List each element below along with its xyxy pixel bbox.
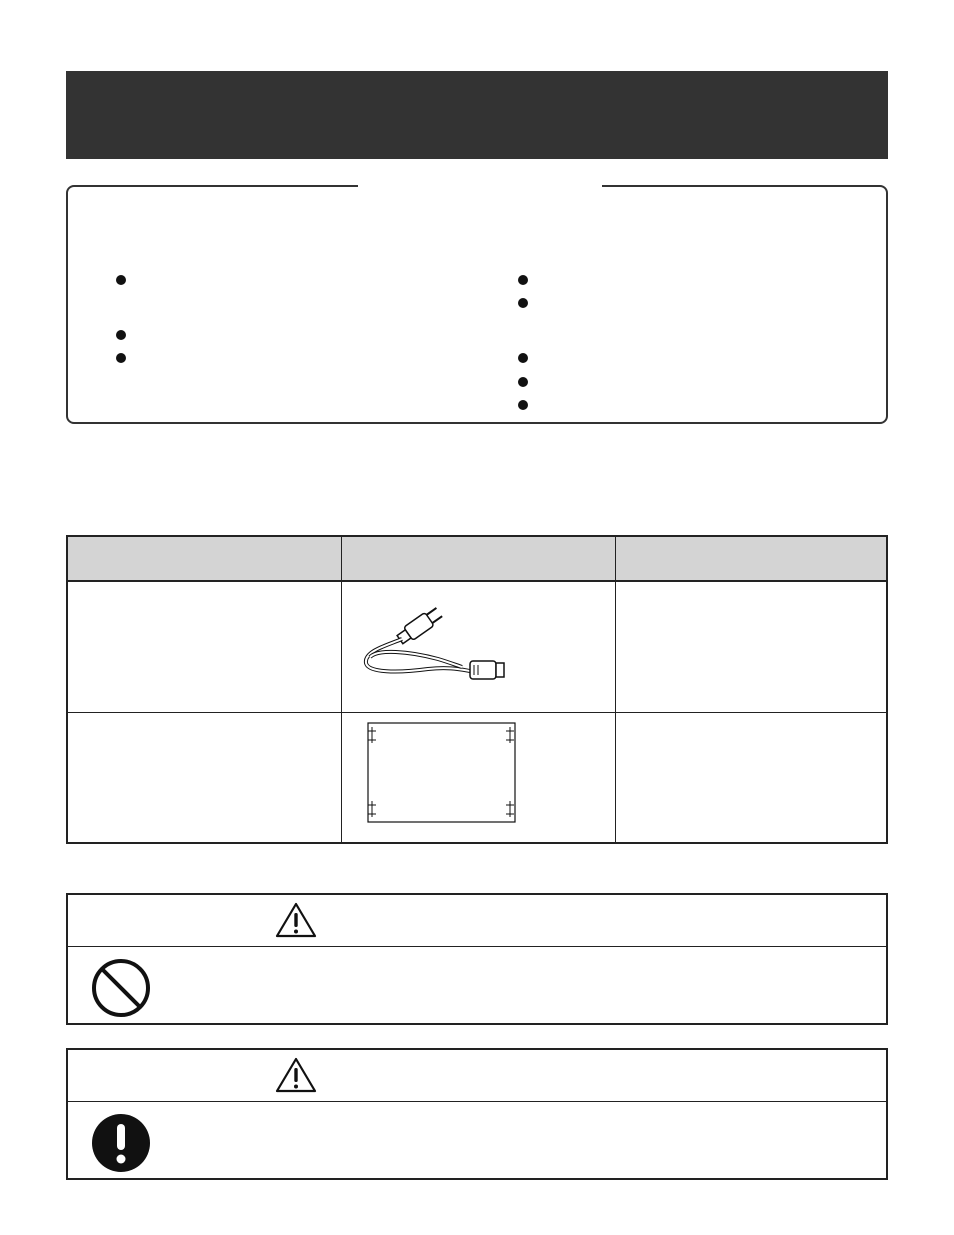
accessories-table xyxy=(66,535,888,844)
features-box xyxy=(66,185,888,424)
template-sheet-icon xyxy=(366,721,518,825)
column-divider xyxy=(341,537,342,842)
column-header xyxy=(68,537,341,580)
notice-header xyxy=(68,895,886,947)
warning-triangle-icon xyxy=(274,901,318,939)
mandatory-action-icon xyxy=(90,1112,152,1174)
notice-header xyxy=(68,1050,886,1102)
prohibition-icon xyxy=(90,957,152,1019)
bullet-marker xyxy=(116,353,126,363)
caution-triangle-icon xyxy=(274,1056,318,1094)
features-heading-gap xyxy=(358,183,602,191)
template-sheet-image xyxy=(366,721,518,830)
warning-notice xyxy=(66,893,888,1025)
power-cord-image xyxy=(358,607,518,692)
column-header xyxy=(342,537,615,580)
column-header xyxy=(616,537,886,580)
bullet-marker xyxy=(518,400,528,410)
bullet-marker xyxy=(518,377,528,387)
column-divider xyxy=(615,537,616,842)
row-divider xyxy=(68,712,886,713)
bullet-marker xyxy=(116,275,126,285)
power-cord-icon xyxy=(358,607,518,687)
caution-notice xyxy=(66,1048,888,1180)
bullet-marker xyxy=(116,330,126,340)
bullet-marker xyxy=(518,275,528,285)
bullet-marker xyxy=(518,298,528,308)
page-title-bar xyxy=(66,71,888,159)
bullet-marker xyxy=(518,353,528,363)
